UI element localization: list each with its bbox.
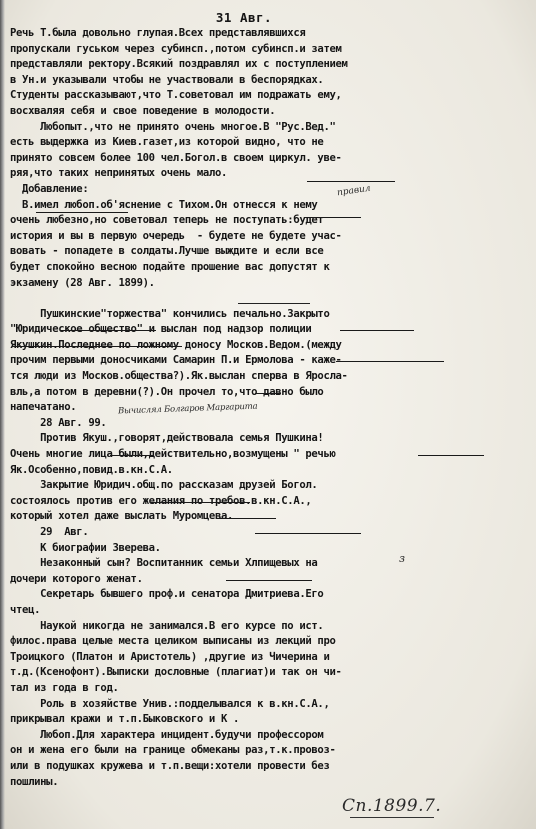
text-line: Як.Особенно,повид.в.кн.С.А.: [10, 463, 173, 476]
scan-edge-shadow: [0, 0, 5, 829]
text-line: т.д.(Ксенофонт).Выписки дословные (плагиат)и так он чи-: [10, 666, 342, 679]
text-line: дочери которого женат.: [10, 572, 143, 585]
text-line: Речь Т.была довольно глупая.Всех представлявшихся: [10, 27, 306, 39]
text-line: есть выдержка из Киев.газет,из которой видно, что не: [10, 136, 324, 149]
text-line: Любопыт.,что не принято очень многое.В "Рус.Вед.": [10, 120, 336, 133]
archive-signature: Сп.1899.7.: [342, 796, 442, 816]
text-line: Роль в хозяйстве Унив.:подделывался к в.кн.С.А.,: [10, 697, 330, 710]
underline-pushkinskie: [60, 330, 156, 331]
text-line: Якушкин.Последнее по ложному доносу Москов.Ведом.(между: [10, 338, 342, 351]
text-line: 28 Авг. 99.: [10, 416, 107, 429]
text-line: В.имел любоп.об'яснение с Тихом.Он отнесся к нему: [10, 198, 318, 211]
text-line: или в подушках кружева и т.п.вещи:хотели провести без: [10, 759, 330, 772]
text-line: Закрытие Юридич.общ.по рассказам друзей Богол.: [10, 479, 318, 492]
text-line: принято совсем более 100 чел.Богол.в своем циркул. уве-: [10, 151, 342, 164]
text-line: чтец.: [10, 603, 41, 616]
document-date-heading: 31 Авг.: [215, 10, 273, 25]
handwritten-margin-note: Вычислял Болгаров Маргарита: [117, 401, 258, 417]
text-line: Секретарь бывшего проф.и сенатора Дмитриева.Его: [10, 588, 324, 601]
underline-bogol: [307, 181, 395, 182]
underline-pushkina: [418, 455, 484, 456]
text-line: история и вы в первую очередь - будете не будете учас-: [10, 229, 342, 242]
text-line: тся люди из Москов.общества?).Як.выслан сперва в Яросла-: [10, 370, 348, 383]
text-line: вль,а потом в деревни(?).Он прочел то,что давно было: [10, 385, 324, 398]
text-line: "Юридическое общество" и выслан под надзор полиции: [10, 323, 312, 336]
underline-yuridich: [150, 502, 250, 503]
text-line: прикрывал кражи и т.п.Быковского и К .: [10, 713, 240, 726]
text-line: пошлины.: [10, 775, 59, 788]
text-line: напечатано.: [10, 401, 77, 414]
section-separator-line: [238, 303, 310, 304]
text-line: Любоп.Для характера инцидент.будучи профессором: [10, 728, 324, 741]
text-line: Добавление:: [10, 182, 89, 195]
underline-khlpishchevykh: [226, 580, 312, 581]
text-line: представляли ректору.Всякий поздравлял их с поступлением: [10, 58, 348, 71]
text-line: филос.права целые места целиком выписаны из лекций про: [10, 635, 336, 648]
handwritten-margin-word: правил: [336, 183, 372, 199]
text-line: Студенты рассказывают,что Т.советовал им подражать ему,: [10, 89, 342, 102]
text-line: вовать - попадете в солдаты.Лучше выждите и если все: [10, 245, 324, 258]
text-line: тал из года в год.: [10, 681, 119, 694]
text-line: будет спокойно весною подайте прошение вас допустят к: [10, 260, 330, 273]
underline-pechalno: [340, 330, 414, 331]
text-line: К биографии Зверева.: [10, 541, 161, 554]
underline-yakush: [110, 455, 154, 456]
text-line: очень любезно,но советовал теперь не поступать:будет: [10, 214, 324, 227]
text-line: ряя,что таких непринятых очень мало.: [10, 167, 228, 180]
handwritten-correction: з: [399, 552, 405, 565]
text-line: [10, 291, 532, 307]
signature-underline: [350, 817, 434, 818]
text-line: Троицкого (Платон и Аристотель) ,другие из Чичерина и: [10, 650, 330, 663]
text-line: Наукой никогда не занимался.В его курсе по ист.: [10, 619, 324, 632]
text-line: который хотел даже выслать Муромцева.: [10, 510, 234, 523]
text-line: Пушкинские"торжества" кончились печально.Закрыто: [10, 307, 330, 320]
text-line: экзамену (28 Авг. 1899).: [10, 276, 155, 289]
text-line: восхваляя себя и свое поведение в молодости.: [10, 104, 276, 117]
text-line: Очень многие лица были,действительно,возмущены " речью: [10, 448, 336, 461]
underline-yuridicheskoe: [12, 346, 182, 347]
typewritten-text-body: [10, 26, 532, 790]
text-line: в Ун.и указывали чтобы не участвовали в беспорядках.: [10, 73, 324, 86]
underline-muromtseva: [255, 533, 361, 534]
text-line: прочим первыми доносчиками Самарин П.и Ермолова - каже-: [10, 354, 342, 367]
underline-tikhom: [305, 217, 361, 218]
underline-yak: [255, 393, 281, 394]
underline-dobavlenie: [36, 212, 128, 213]
text-line: Против Якуш.,говорят,действовала семья Пушкина!: [10, 432, 324, 445]
text-line: 29 Авг.: [10, 526, 89, 538]
text-line: Незаконный сын? Воспитанник семьи Хлпищевых на: [10, 557, 318, 570]
text-line: пропускали гуськом через субинсп.,потом субинсп.и затем: [10, 42, 342, 55]
text-line: он и жена его были на границе обмеканы раз,т.к.провоз-: [10, 744, 336, 757]
underline-zhelaniya: [216, 518, 276, 519]
underline-moskov-vedom: [336, 361, 444, 362]
text-line: состоялось против его желания по требов.в.кн.С.А.,: [10, 494, 312, 507]
